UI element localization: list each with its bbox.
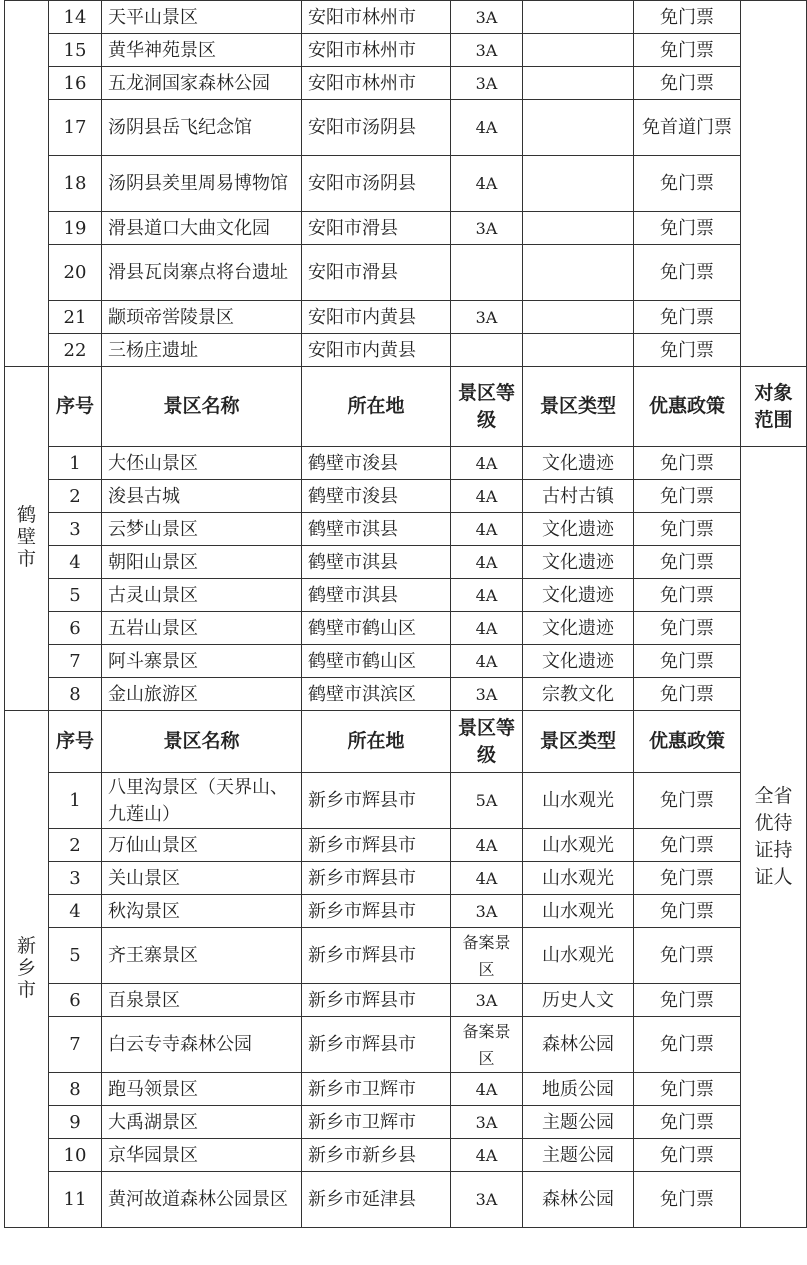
type-cell: [523, 334, 634, 367]
grade-cell: 3A: [451, 34, 523, 67]
grade-cell: 4A: [451, 546, 523, 579]
header-scope: [741, 367, 807, 447]
grade-cell: 4A: [451, 645, 523, 678]
location-cell: 安阳市汤阴县: [302, 156, 451, 212]
scope-text: 全省优待证持证人: [754, 785, 793, 888]
policy-cell: 免门票: [634, 928, 741, 984]
policy-cell: 免门票: [634, 546, 741, 579]
location-cell: 新乡市辉县市: [302, 1017, 451, 1073]
location-cell: 新乡市卫辉市: [302, 1073, 451, 1106]
location-cell: 鹤壁市浚县: [302, 480, 451, 513]
location-cell: 鹤壁市淇县: [302, 579, 451, 612]
scenic-name-cell: 汤阴县羑里周易博物馆: [102, 156, 302, 212]
policy-cell: 免门票: [634, 245, 741, 301]
header-type: 景区类型: [523, 367, 634, 447]
city-cell-xinxiang: [5, 711, 49, 1228]
row-number-cell: 21: [49, 301, 102, 334]
type-cell: [523, 67, 634, 100]
location-cell: 新乡市延津县: [302, 1172, 451, 1228]
scenic-name-cell: 百泉景区: [102, 984, 302, 1017]
policy-cell: 免门票: [634, 67, 741, 100]
grade-cell: 3A: [451, 301, 523, 334]
row-number-cell: 11: [49, 1172, 102, 1228]
grade-cell: 3A: [451, 895, 523, 928]
grade-cell: 4A: [451, 447, 523, 480]
table-row: [5, 245, 807, 301]
scenic-name-cell: 云梦山景区: [102, 513, 302, 546]
grade-cell: 4A: [451, 829, 523, 862]
row-number-cell: 8: [49, 678, 102, 711]
policy-cell: 免门票: [634, 156, 741, 212]
row-number-cell: 5: [49, 928, 102, 984]
type-cell: [523, 1, 634, 34]
location-cell: 鹤壁市淇县: [302, 546, 451, 579]
type-cell: [523, 156, 634, 212]
grade-cell: 3A: [451, 1, 523, 34]
grade-cell: 3A: [451, 1172, 523, 1228]
type-cell: 古村古镇: [523, 480, 634, 513]
table-row: [5, 678, 807, 711]
type-cell: 山水观光: [523, 829, 634, 862]
scenic-spot-table: [4, 0, 807, 1228]
policy-cell: 免门票: [634, 334, 741, 367]
grade-cell: 3A: [451, 1106, 523, 1139]
type-cell: 文化遗迹: [523, 579, 634, 612]
scenic-name-cell: 金山旅游区: [102, 678, 302, 711]
table-row: [5, 773, 807, 829]
type-cell: 历史人文: [523, 984, 634, 1017]
type-cell: 文化遗迹: [523, 513, 634, 546]
location-cell: 鹤壁市鹤山区: [302, 612, 451, 645]
location-cell: 安阳市内黄县: [302, 334, 451, 367]
scenic-name-cell: 万仙山景区: [102, 829, 302, 862]
policy-cell: 免门票: [634, 862, 741, 895]
grade-cell: 4A: [451, 612, 523, 645]
grade-cell: 4A: [451, 579, 523, 612]
row-number-cell: 2: [49, 829, 102, 862]
grade-cell: [451, 334, 523, 367]
scenic-name-cell: 八里沟景区（天界山、九莲山）: [102, 773, 302, 829]
policy-cell: 免门票: [634, 1, 741, 34]
scenic-name-cell: 古灵山景区: [102, 579, 302, 612]
grade-cell: 5A: [451, 773, 523, 829]
type-cell: 文化遗迹: [523, 546, 634, 579]
header-type: 景区类型: [523, 711, 634, 773]
scenic-name-cell: 浚县古城: [102, 480, 302, 513]
header-policy: 优惠政策: [634, 711, 741, 773]
grade-cell: 备案景区: [451, 928, 523, 984]
policy-cell: 免门票: [634, 212, 741, 245]
location-cell: 新乡市卫辉市: [302, 1106, 451, 1139]
policy-cell: 免门票: [634, 1106, 741, 1139]
type-cell: 文化遗迹: [523, 612, 634, 645]
grade-cell: 3A: [451, 984, 523, 1017]
scenic-name-cell: 汤阴县岳飞纪念馆: [102, 100, 302, 156]
policy-cell: 免门票: [634, 984, 741, 1017]
location-cell: 安阳市滑县: [302, 212, 451, 245]
table-row: [5, 829, 807, 862]
table-row: [5, 1073, 807, 1106]
type-cell: 山水观光: [523, 773, 634, 829]
location-cell: 鹤壁市淇县: [302, 513, 451, 546]
row-number-cell: 19: [49, 212, 102, 245]
scenic-name-cell: 滑县道口大曲文化园: [102, 212, 302, 245]
row-number-cell: 14: [49, 1, 102, 34]
table-row: [5, 1139, 807, 1172]
row-number-cell: 1: [49, 773, 102, 829]
row-number-cell: 3: [49, 862, 102, 895]
row-number-cell: 22: [49, 334, 102, 367]
row-number-cell: 7: [49, 645, 102, 678]
table-row: [5, 447, 807, 480]
row-number-cell: 18: [49, 156, 102, 212]
table-row: [5, 579, 807, 612]
scenic-name-cell: 秋沟景区: [102, 895, 302, 928]
grade-cell: 3A: [451, 67, 523, 100]
location-cell: 新乡市辉县市: [302, 773, 451, 829]
scenic-name-cell: 颛顼帝喾陵景区: [102, 301, 302, 334]
row-number-cell: 5: [49, 579, 102, 612]
location-cell: 鹤壁市浚县: [302, 447, 451, 480]
table-row: [5, 1106, 807, 1139]
scenic-name-cell: 关山景区: [102, 862, 302, 895]
policy-cell: 免门票: [634, 34, 741, 67]
header-name: 景区名称: [102, 367, 302, 447]
type-cell: 森林公园: [523, 1172, 634, 1228]
city-cell-anyang: [5, 1, 49, 367]
scope-cell-anyang: [741, 1, 807, 367]
table-row: [5, 513, 807, 546]
policy-cell: 免门票: [634, 480, 741, 513]
header-no: 序号: [49, 367, 102, 447]
header-grade: 景区等级: [451, 367, 523, 447]
policy-cell: 免门票: [634, 447, 741, 480]
location-cell: 鹤壁市鹤山区: [302, 645, 451, 678]
type-cell: [523, 212, 634, 245]
scenic-name-cell: 大禹湖景区: [102, 1106, 302, 1139]
header-loc: 所在地: [302, 367, 451, 447]
row-number-cell: 7: [49, 1017, 102, 1073]
table-row: [5, 928, 807, 984]
scenic-name-cell: 京华园景区: [102, 1139, 302, 1172]
type-cell: 主题公园: [523, 1106, 634, 1139]
row-number-cell: 6: [49, 612, 102, 645]
type-cell: 山水观光: [523, 928, 634, 984]
table-row: [5, 612, 807, 645]
location-cell: 新乡市辉县市: [302, 984, 451, 1017]
row-number-cell: 20: [49, 245, 102, 301]
policy-cell: 免门票: [634, 895, 741, 928]
header-loc: 所在地: [302, 711, 451, 773]
location-cell: 鹤壁市淇滨区: [302, 678, 451, 711]
location-cell: 安阳市林州市: [302, 67, 451, 100]
location-cell: 安阳市汤阴县: [302, 100, 451, 156]
scenic-name-cell: 阿斗寨景区: [102, 645, 302, 678]
scenic-name-cell: 黄河故道森林公园景区: [102, 1172, 302, 1228]
row-number-cell: 15: [49, 34, 102, 67]
type-cell: 山水观光: [523, 862, 634, 895]
table-row: [5, 34, 807, 67]
policy-cell: 免门票: [634, 301, 741, 334]
city-cell-hebi: [5, 367, 49, 711]
grade-cell: [451, 245, 523, 301]
table-row: [5, 480, 807, 513]
table-row: [5, 1017, 807, 1073]
scenic-name-cell: 朝阳山景区: [102, 546, 302, 579]
grade-cell: 4A: [451, 480, 523, 513]
type-cell: [523, 301, 634, 334]
location-cell: 安阳市滑县: [302, 245, 451, 301]
grade-cell: 4A: [451, 513, 523, 546]
policy-cell: 免门票: [634, 1073, 741, 1106]
table-row: [5, 984, 807, 1017]
policy-cell: 免首道门票: [634, 100, 741, 156]
row-number-cell: 4: [49, 546, 102, 579]
type-cell: 森林公园: [523, 1017, 634, 1073]
location-cell: 新乡市辉县市: [302, 928, 451, 984]
type-cell: 文化遗迹: [523, 645, 634, 678]
header-grade: 景区等级: [451, 711, 523, 773]
row-number-cell: 4: [49, 895, 102, 928]
policy-cell: 免门票: [634, 1172, 741, 1228]
table-row: [5, 1172, 807, 1228]
row-number-cell: 9: [49, 1106, 102, 1139]
location-cell: 安阳市内黄县: [302, 301, 451, 334]
row-number-cell: 8: [49, 1073, 102, 1106]
policy-cell: 免门票: [634, 1017, 741, 1073]
table-row: [5, 1, 807, 34]
header-policy: 优惠政策: [634, 367, 741, 447]
city-label: 鹤壁市: [16, 504, 36, 570]
scenic-name-cell: 黄华神苑景区: [102, 34, 302, 67]
header-scope-text: 对象范围: [754, 381, 793, 431]
scenic-name-cell: 跑马领景区: [102, 1073, 302, 1106]
policy-cell: 免门票: [634, 678, 741, 711]
row-number-cell: 10: [49, 1139, 102, 1172]
scenic-name-cell: 天平山景区: [102, 1, 302, 34]
row-number-cell: 3: [49, 513, 102, 546]
location-cell: 新乡市辉县市: [302, 862, 451, 895]
location-cell: 新乡市辉县市: [302, 829, 451, 862]
row-number-cell: 16: [49, 67, 102, 100]
table-row: [5, 546, 807, 579]
scenic-name-cell: 五龙洞国家森林公园: [102, 67, 302, 100]
grade-cell: 3A: [451, 678, 523, 711]
header-name: 景区名称: [102, 711, 302, 773]
scenic-name-cell: 大伾山景区: [102, 447, 302, 480]
type-cell: 宗教文化: [523, 678, 634, 711]
table-row: [5, 862, 807, 895]
grade-cell: 4A: [451, 156, 523, 212]
header-no: 序号: [49, 711, 102, 773]
grade-cell: 4A: [451, 100, 523, 156]
policy-cell: 免门票: [634, 829, 741, 862]
row-number-cell: 1: [49, 447, 102, 480]
city-label: 新乡市: [16, 934, 36, 1001]
scenic-name-cell: 三杨庄遗址: [102, 334, 302, 367]
table-row: [5, 645, 807, 678]
table-row: [5, 212, 807, 245]
row-number-cell: 2: [49, 480, 102, 513]
policy-cell: 免门票: [634, 513, 741, 546]
header-row: [5, 711, 807, 773]
table-row: [5, 895, 807, 928]
type-cell: [523, 245, 634, 301]
table-row: [5, 156, 807, 212]
scenic-name-cell: 齐王寨景区: [102, 928, 302, 984]
table-row: [5, 301, 807, 334]
type-cell: 山水观光: [523, 895, 634, 928]
grade-cell: 4A: [451, 1139, 523, 1172]
type-cell: 文化遗迹: [523, 447, 634, 480]
policy-cell: 免门票: [634, 612, 741, 645]
location-cell: 新乡市新乡县: [302, 1139, 451, 1172]
header-row: [5, 367, 807, 447]
scenic-name-cell: 白云专寺森林公园: [102, 1017, 302, 1073]
row-number-cell: 6: [49, 984, 102, 1017]
policy-cell: 免门票: [634, 645, 741, 678]
grade-cell: 4A: [451, 862, 523, 895]
type-cell: 主题公园: [523, 1139, 634, 1172]
location-cell: 安阳市林州市: [302, 34, 451, 67]
table-row: [5, 67, 807, 100]
table-row: [5, 100, 807, 156]
table-row: [5, 334, 807, 367]
scenic-name-cell: 五岩山景区: [102, 612, 302, 645]
policy-cell: 免门票: [634, 1139, 741, 1172]
grade-cell: 备案景区: [451, 1017, 523, 1073]
scope-cell: [741, 447, 807, 1228]
grade-cell: 3A: [451, 212, 523, 245]
type-cell: [523, 34, 634, 67]
grade-cell: 4A: [451, 1073, 523, 1106]
type-cell: [523, 100, 634, 156]
type-cell: 地质公园: [523, 1073, 634, 1106]
policy-cell: 免门票: [634, 773, 741, 829]
location-cell: 安阳市林州市: [302, 1, 451, 34]
policy-cell: 免门票: [634, 579, 741, 612]
scenic-name-cell: 滑县瓦岗寨点将台遗址: [102, 245, 302, 301]
location-cell: 新乡市辉县市: [302, 895, 451, 928]
row-number-cell: 17: [49, 100, 102, 156]
